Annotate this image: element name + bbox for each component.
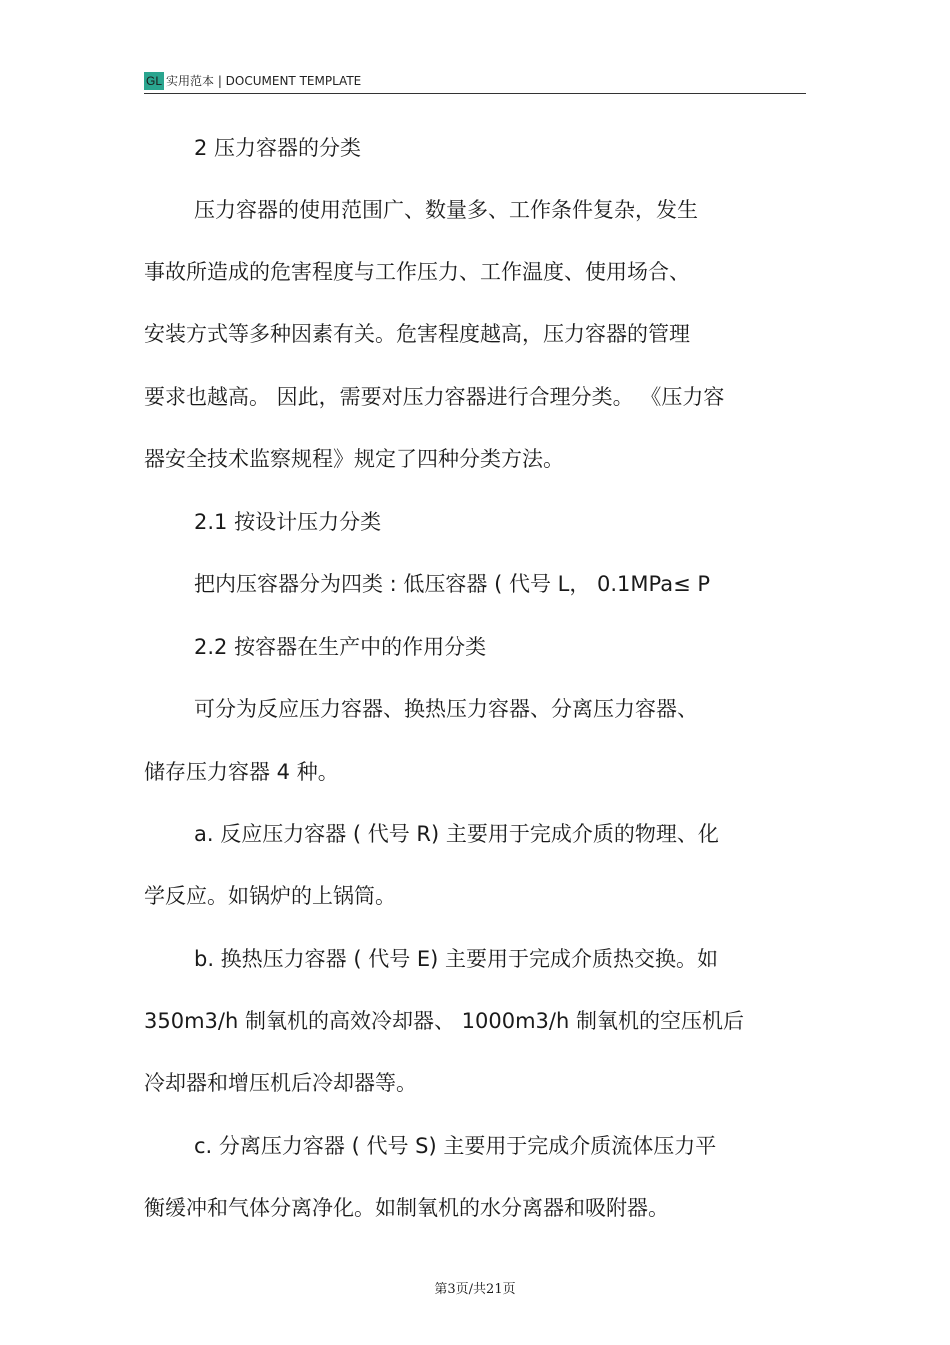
paragraph-line: 器安全技术监察规程》规定了四种分类方法。 — [144, 447, 564, 471]
logo-badge: GL — [145, 74, 162, 88]
paragraph-line: 储存压力容器 4 种。 — [144, 760, 339, 784]
page-number: 第3页/共21页 — [434, 1282, 516, 1297]
page-header — [144, 70, 806, 94]
paragraph-line: 学反应。如锅炉的上锅筒。 — [144, 884, 396, 908]
section-heading-2-1: 2.1 按设计压力分类 — [194, 510, 382, 534]
paragraph-line: 把内压容器分为四类 : 低压容器 ( 代号 L， 0.1MPa≤ P — [194, 572, 711, 596]
list-item-a: a. 反应压力容器 ( 代号 R) 主要用于完成介质的物理、化 — [194, 822, 719, 846]
paragraph-line: 要求也越高。 因此，需要对压力容器进行合理分类。 《压力容 — [144, 385, 725, 409]
paragraph-line: 可分为反应压力容器、换热压力容器、分离压力容器、 — [194, 697, 698, 721]
paragraph-line: 压力容器的使用范围广、数量多、工作条件复杂，发生 — [194, 198, 698, 222]
paragraph-line: 350m3/h 制氧机的高效冷却器、 1000m3/h 制氧机的空压机后 — [144, 1009, 744, 1033]
paragraph-line: 事故所造成的危害程度与工作压力、工作温度、使用场合、 — [144, 260, 690, 284]
paragraph-line: 衡缓冲和气体分离净化。如制氧机的水分离器和吸附器。 — [144, 1196, 669, 1220]
list-item-b: b. 换热压力容器 ( 代号 E) 主要用于完成介质热交换。如 — [194, 947, 719, 971]
paragraph-line: 安装方式等多种因素有关。危害程度越高，压力容器的管理 — [144, 322, 690, 346]
section-heading-2-2: 2.2 按容器在生产中的作用分类 — [194, 635, 487, 659]
paragraph-line: 冷却器和增压机后冷却器等。 — [144, 1071, 417, 1095]
section-heading-2: 2 压力容器的分类 — [194, 136, 362, 160]
header-title: 实用范本 | DOCUMENT TEMPLATE — [166, 74, 362, 88]
list-item-c: c. 分离压力容器 ( 代号 S) 主要用于完成介质流体压力平 — [194, 1134, 717, 1158]
